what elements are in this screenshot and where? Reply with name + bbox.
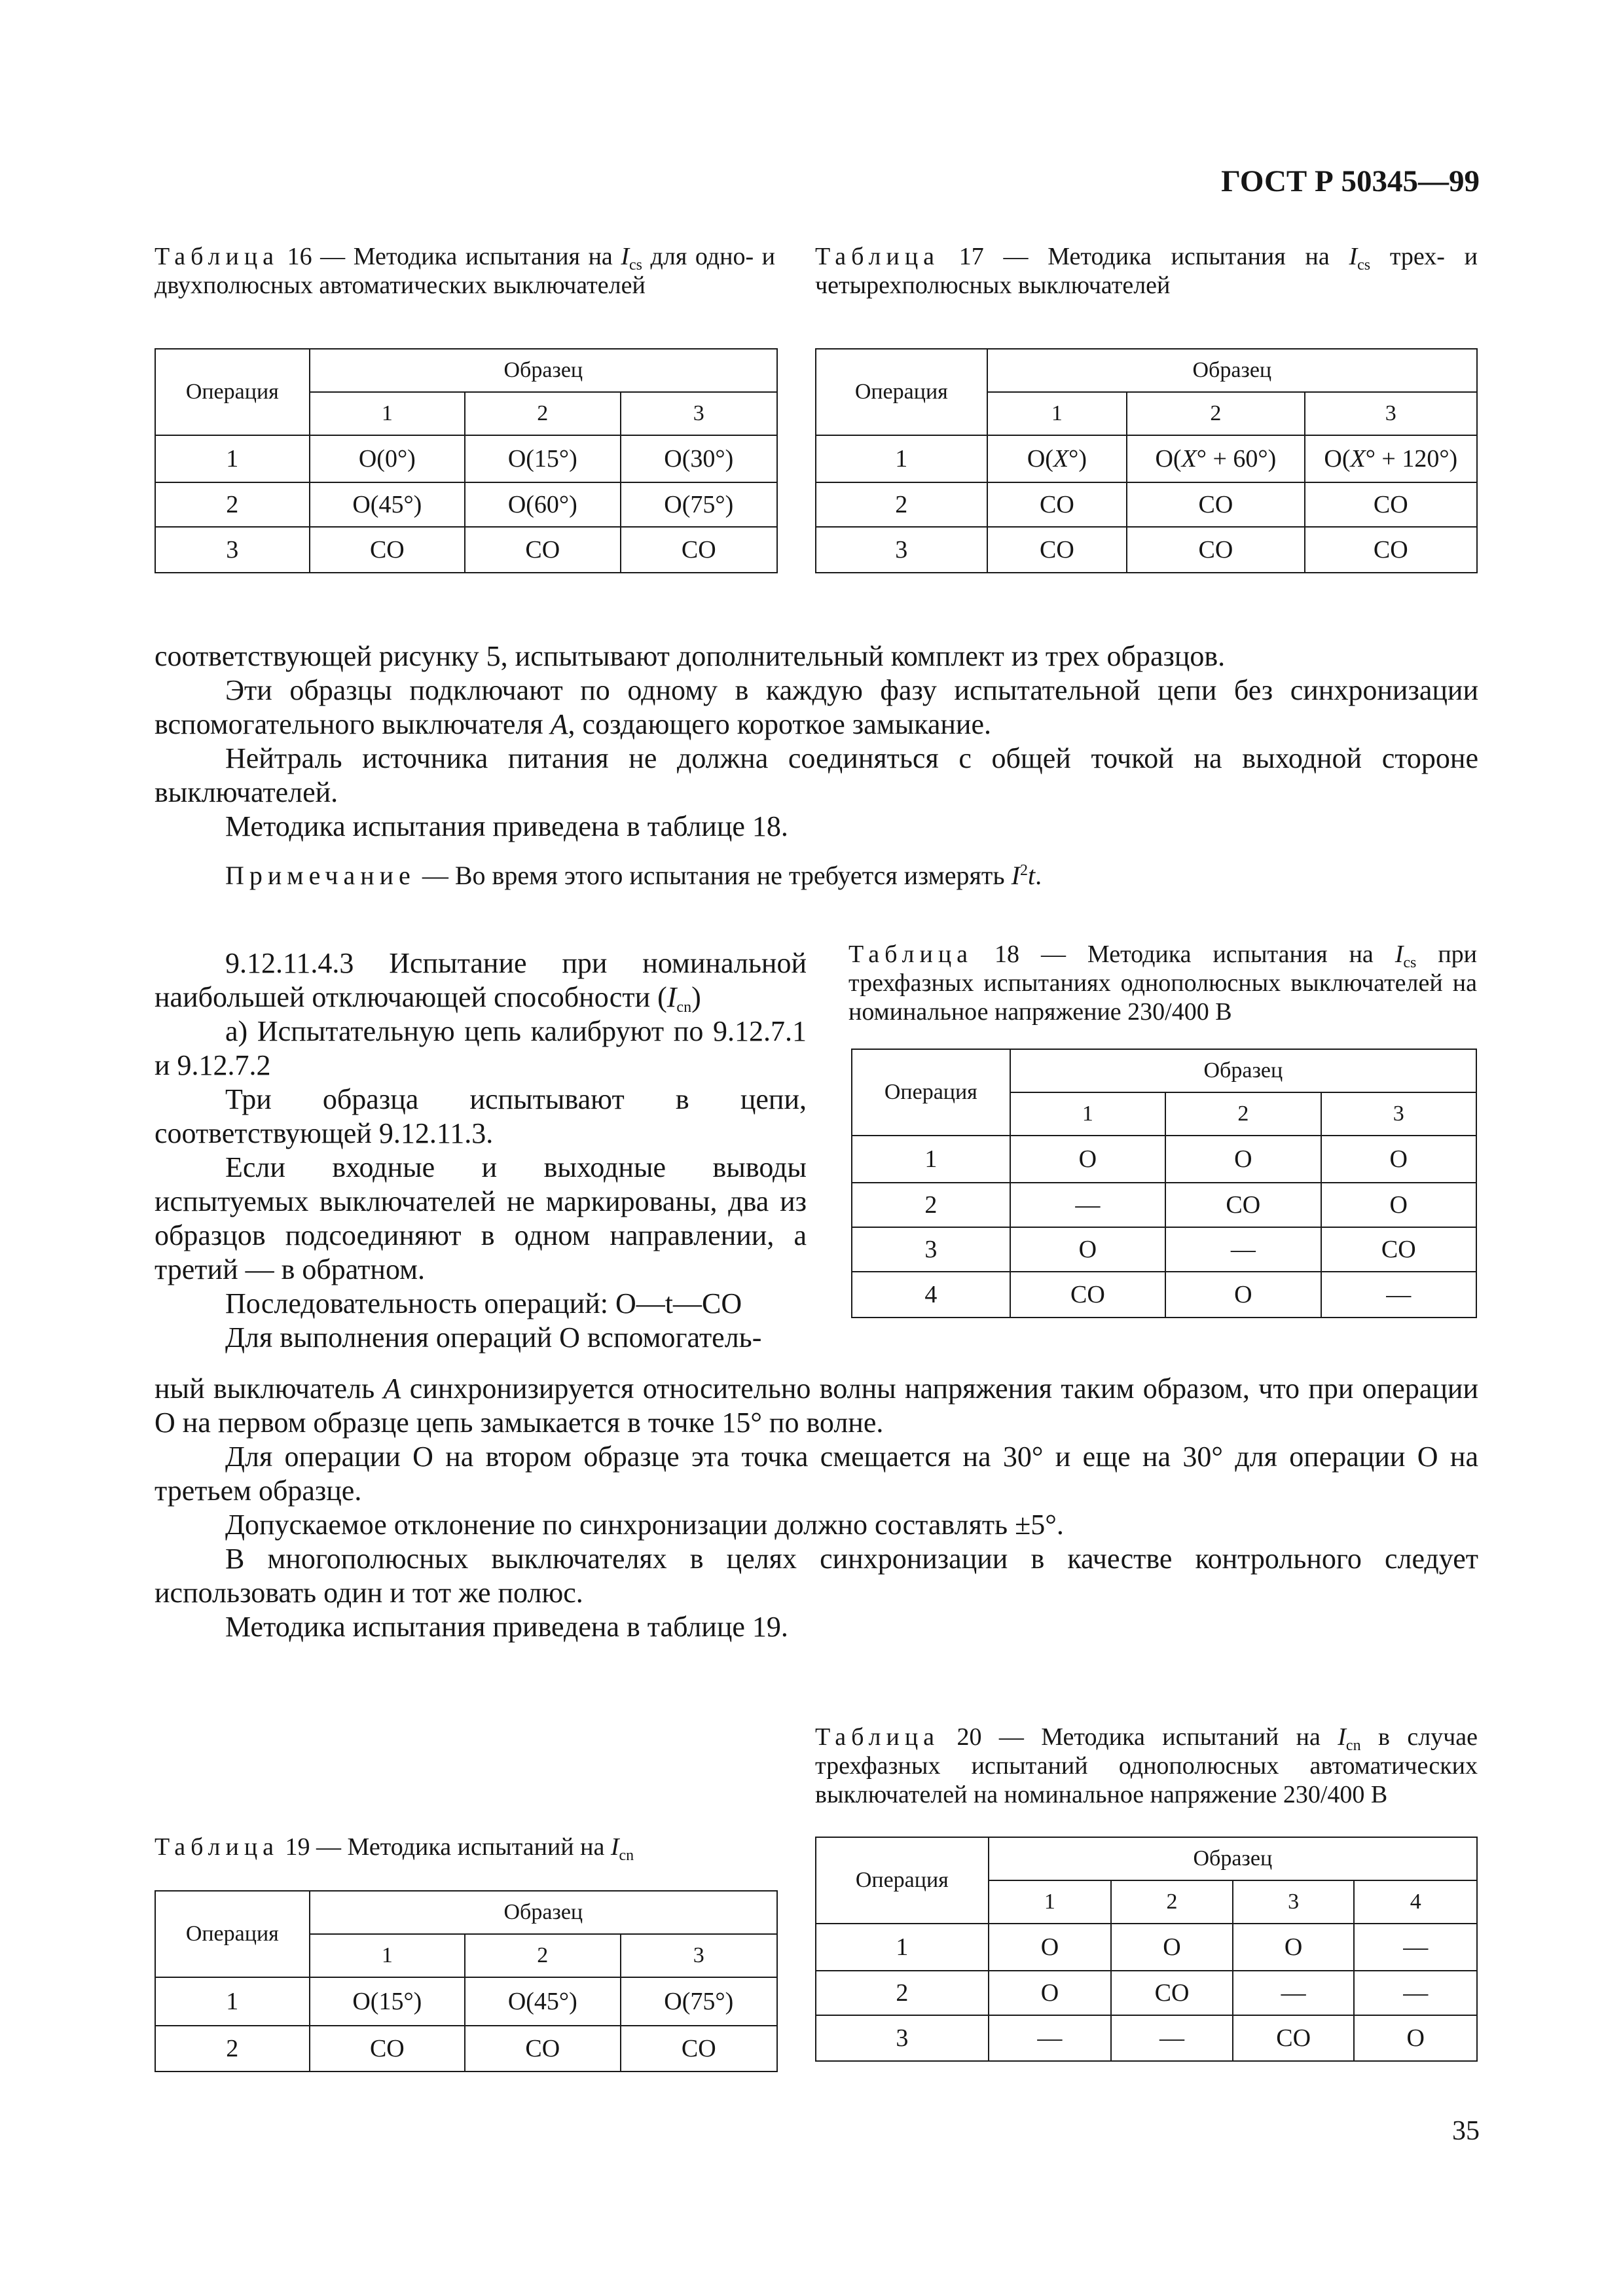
table19-sample-num: 1 [310,1934,465,1977]
table-cell: CO [310,2026,465,2072]
note-end: . [1035,861,1042,890]
cell-text: ° + 120°) [1365,445,1458,473]
body-block-1 [155,639,1478,844]
table17-caption-label: Таблица [815,243,940,270]
table18 [851,1049,1477,1318]
paragraph: Для выполнения операций O вспомогатель- [225,1321,762,1354]
table17-caption [815,242,1478,300]
note-label: Примечание [225,861,416,890]
note [225,860,1469,891]
table-cell: O(75°) [621,1977,777,2026]
table-cell: O(0°) [310,435,465,482]
table17-caption-post: трех- и четырехполюсных выключателей [815,243,1478,299]
table-cell: — [1321,1272,1476,1318]
table16-sample-num: 2 [465,392,620,435]
table-cell: CO [621,527,777,573]
table17 [815,348,1478,573]
table-row [155,482,777,527]
section-block [155,946,807,1355]
table-cell: O [1165,1136,1321,1183]
table-cell: O(45°) [310,482,465,527]
paragraph [155,1372,1478,1440]
paragraph-var: A [550,708,568,740]
table-cell: CO [1127,527,1304,573]
table19-caption-var: I [610,1833,619,1861]
table-cell: CO [1127,482,1304,527]
paragraph: Методика испытания приведена в таблице 19. [225,1611,788,1643]
table16 [155,348,778,573]
table20-caption-num: 20 [957,1723,982,1751]
table-cell: CO [1165,1183,1321,1227]
table-cell: CO [987,527,1127,573]
cell-text: O( [1324,445,1351,473]
table-cell: — [1354,1971,1477,2015]
paragraph-text: ный выключатель [155,1372,384,1405]
table16-sample-num: 3 [621,392,777,435]
paragraph: Три образца испытывают в цепи, соответствующей 9.12.11.3. [155,1083,807,1149]
table16-caption-num: 16 [287,243,312,270]
table-cell: 1 [155,1977,310,2026]
table-row [816,435,1477,482]
table20-sample-num: 3 [1233,1880,1355,1924]
page-number: 35 [1452,2116,1480,2146]
table-cell: O [989,1924,1112,1971]
paragraph: Методика испытания приведена в таблице 18. [225,810,788,842]
table19-caption-pre: — Методика испытаний на [310,1833,611,1861]
table16-sample-num: 1 [310,392,465,435]
table20-caption-var: I [1338,1723,1346,1751]
table18-caption-sub: cs [1403,954,1417,971]
table-row [852,1272,1476,1318]
table-cell: — [989,2015,1112,2061]
table-row [816,527,1477,573]
table-cell: 1 [155,435,310,482]
table-cell: CO [1111,1971,1233,2015]
table20-caption-post: в случае трехфазных испытаний однополюсных автоматических выключателей на номинальное напряжение 230/400 В [815,1723,1478,1808]
paragraph-var: A [383,1372,401,1405]
table18-caption-num: 18 [994,941,1019,968]
table20-caption-pre: — Методика испытаний на [981,1723,1338,1751]
table-cell: O [1111,1924,1233,1971]
table-cell: — [1010,1183,1165,1227]
table-cell: CO [1010,1272,1165,1318]
table-cell: CO [1321,1227,1476,1272]
table-cell: — [1111,2015,1233,2061]
body-block-2 [155,1372,1478,1644]
table-row [816,1924,1477,1971]
table18-header-operation: Операция [852,1049,1010,1136]
table16-header-operation: Операция [155,349,310,435]
note-var: I [1011,861,1020,890]
table-row [816,1971,1477,2015]
heading-text: 9.12.11.4.3 Испытание при номинальной наибольшей отключающей способности ( [155,947,807,1013]
table-cell: O(75°) [621,482,777,527]
table17-header-sample: Образец [987,349,1477,392]
note-text: — Во время этого испытания не требуется измерять [415,861,1012,890]
table19-caption [155,1833,775,1864]
table18-caption [848,940,1477,1026]
table17-caption-num: 17 [958,243,984,270]
table-row [155,527,777,573]
table17-caption-var: I [1349,243,1358,270]
table-cell: 1 [852,1136,1010,1183]
section-heading [155,946,807,1014]
table18-sample-num: 2 [1165,1092,1321,1136]
table-row [155,1977,777,2026]
table-cell: O [1165,1272,1321,1318]
table19-header-operation: Операция [155,1891,310,1977]
cell-var: X [1181,445,1197,473]
table20-header-sample: Образец [989,1837,1477,1880]
table-row [155,2026,777,2072]
table-cell [987,435,1127,482]
table-cell: O(30°) [621,435,777,482]
table19 [155,1890,778,2072]
table19-caption-label: Таблица [155,1833,280,1861]
table20-sample-num: 4 [1354,1880,1477,1924]
table-cell: CO [987,482,1127,527]
table16-caption-var: I [621,243,629,270]
cell-text: O( [1155,445,1182,473]
paragraph-text: Эти образцы подключают по одному в каждую фазу испытательной цепи без синхронизации вспомогательного выключателя [155,674,1478,740]
table-cell: O [1233,1924,1355,1971]
paragraph-text: синхронизируется относительно волны напряжения таким образом, что при операции O на первом образце цепь замыкается в точке 15° по волне. [155,1372,1479,1439]
table-cell: 3 [816,2015,989,2061]
paragraph: В многополюсных выключателях в целях синхронизации в качестве контрольного следует использовать один и тот же полюс. [155,1543,1478,1609]
table-row [852,1183,1476,1227]
paragraph: Нейтраль источника питания не должна соединяться с общей точкой на выходной стороне выключателей. [155,742,1478,808]
paragraph [155,673,1478,742]
table-row [852,1136,1476,1183]
table-cell: — [1165,1227,1321,1272]
table17-header-operation: Операция [816,349,987,435]
paragraph: а) Испытательную цепь калибруют по 9.12.7.1 и 9.12.7.2 [155,1015,807,1081]
table18-caption-post: при трехфазных испытаниях однополюсных выключателей на номинальное напряжение 230/400 В [848,941,1478,1026]
paragraph: соответствующей рисунку 5, испытывают дополнительный комплект из трех образцов. [155,640,1226,672]
table-cell: 3 [816,527,987,573]
cell-var: X [1350,445,1366,473]
table-cell: O(60°) [465,482,620,527]
table-cell: 2 [155,2026,310,2072]
table17-caption-sub: cs [1357,257,1371,274]
paragraph: Для операции O на втором образце эта точка смещается на 30° и еще на 30° для операции O на третьем образце. [155,1441,1478,1507]
table-cell: CO [1233,2015,1355,2061]
table20-caption-sub: cn [1345,1737,1361,1754]
note-sup: 2 [1019,862,1028,879]
table16-caption-post: для одно- и двухполюсных автоматических выключателей [155,243,775,299]
paragraph: Последовательность операций: O—t—CO [225,1287,742,1319]
table-row [155,435,777,482]
table-row [816,482,1477,527]
table-cell: CO [1305,527,1477,573]
cell-text: °) [1068,445,1087,473]
table19-caption-sub: cn [619,1847,634,1864]
table20-caption-label: Таблица [815,1723,940,1751]
table20-header-operation: Операция [816,1837,989,1924]
table-cell: 2 [816,1971,989,2015]
table-cell: — [1354,1924,1477,1971]
table19-caption-num: 19 [285,1833,310,1861]
paragraph-text: , создающего короткое замыкание. [568,708,991,740]
table-cell: CO [310,527,465,573]
heading-sub: cn [676,999,692,1016]
table18-header-sample: Образец [1010,1049,1476,1092]
table-cell: O(15°) [465,435,620,482]
cell-text: O( [1027,445,1053,473]
table17-sample-num: 2 [1127,392,1304,435]
table20-sample-num: 1 [989,1880,1112,1924]
table-cell: CO [1305,482,1477,527]
table-cell: 1 [816,1924,989,1971]
table-cell: — [1233,1971,1355,2015]
table-row [816,2015,1477,2061]
table20 [815,1837,1478,2062]
table17-sample-num: 3 [1305,392,1477,435]
table-cell: CO [621,2026,777,2072]
table18-sample-num: 1 [1010,1092,1165,1136]
table-cell: O [989,1971,1112,2015]
table19-sample-num: 3 [621,1934,777,1977]
table-cell: CO [465,2026,620,2072]
table19-sample-num: 2 [465,1934,620,1977]
table20-sample-num: 2 [1111,1880,1233,1924]
table-row [852,1227,1476,1272]
table17-caption-pre: — Методика испытания на [983,243,1349,270]
table19-header-sample: Образец [310,1891,777,1934]
paragraph: Допускаемое отклонение по синхронизации должно составлять ±5°. [225,1509,1064,1541]
table18-sample-num: 3 [1321,1092,1476,1136]
note-var: t [1027,861,1036,890]
table-cell: 4 [852,1272,1010,1318]
table16-header-sample: Образец [310,349,777,392]
table-cell: 2 [816,482,987,527]
table-cell: 3 [155,527,310,573]
table16-caption-pre: — Методика испытания на [312,243,621,270]
table-cell: O [1321,1183,1476,1227]
table-cell: O [1354,2015,1477,2061]
table17-sample-num: 1 [987,392,1127,435]
table18-caption-pre: — Методика испытания на [1019,941,1395,968]
table18-caption-label: Таблица [848,941,974,968]
table18-caption-var: I [1395,941,1404,968]
table-cell [1127,435,1304,482]
table-cell: O [1321,1136,1476,1183]
table-cell [1305,435,1477,482]
table-cell: O(45°) [465,1977,620,2026]
table16-caption [155,242,775,300]
heading-var: I [666,981,677,1013]
table-cell: O(15°) [310,1977,465,2026]
cell-text: ° + 60°) [1196,445,1277,473]
paragraph: Если входные и выходные выводы испытуемых выключателей не маркированы, два из образцов подсоединяют в одном направлении, а третий — в обратном. [155,1151,807,1285]
heading-text: ) [691,981,701,1013]
table16-caption-label: Таблица [155,243,280,270]
table-cell: O [1010,1227,1165,1272]
table-cell: 1 [816,435,987,482]
table16-caption-sub: cs [629,257,642,274]
table20-caption [815,1723,1478,1809]
table-cell: CO [465,527,620,573]
table-cell: 2 [852,1183,1010,1227]
table-cell: O [1010,1136,1165,1183]
document-code: ГОСТ Р 50345—99 [1221,164,1480,198]
cell-var: X [1053,445,1069,473]
table-cell: 2 [155,482,310,527]
table-cell: 3 [852,1227,1010,1272]
